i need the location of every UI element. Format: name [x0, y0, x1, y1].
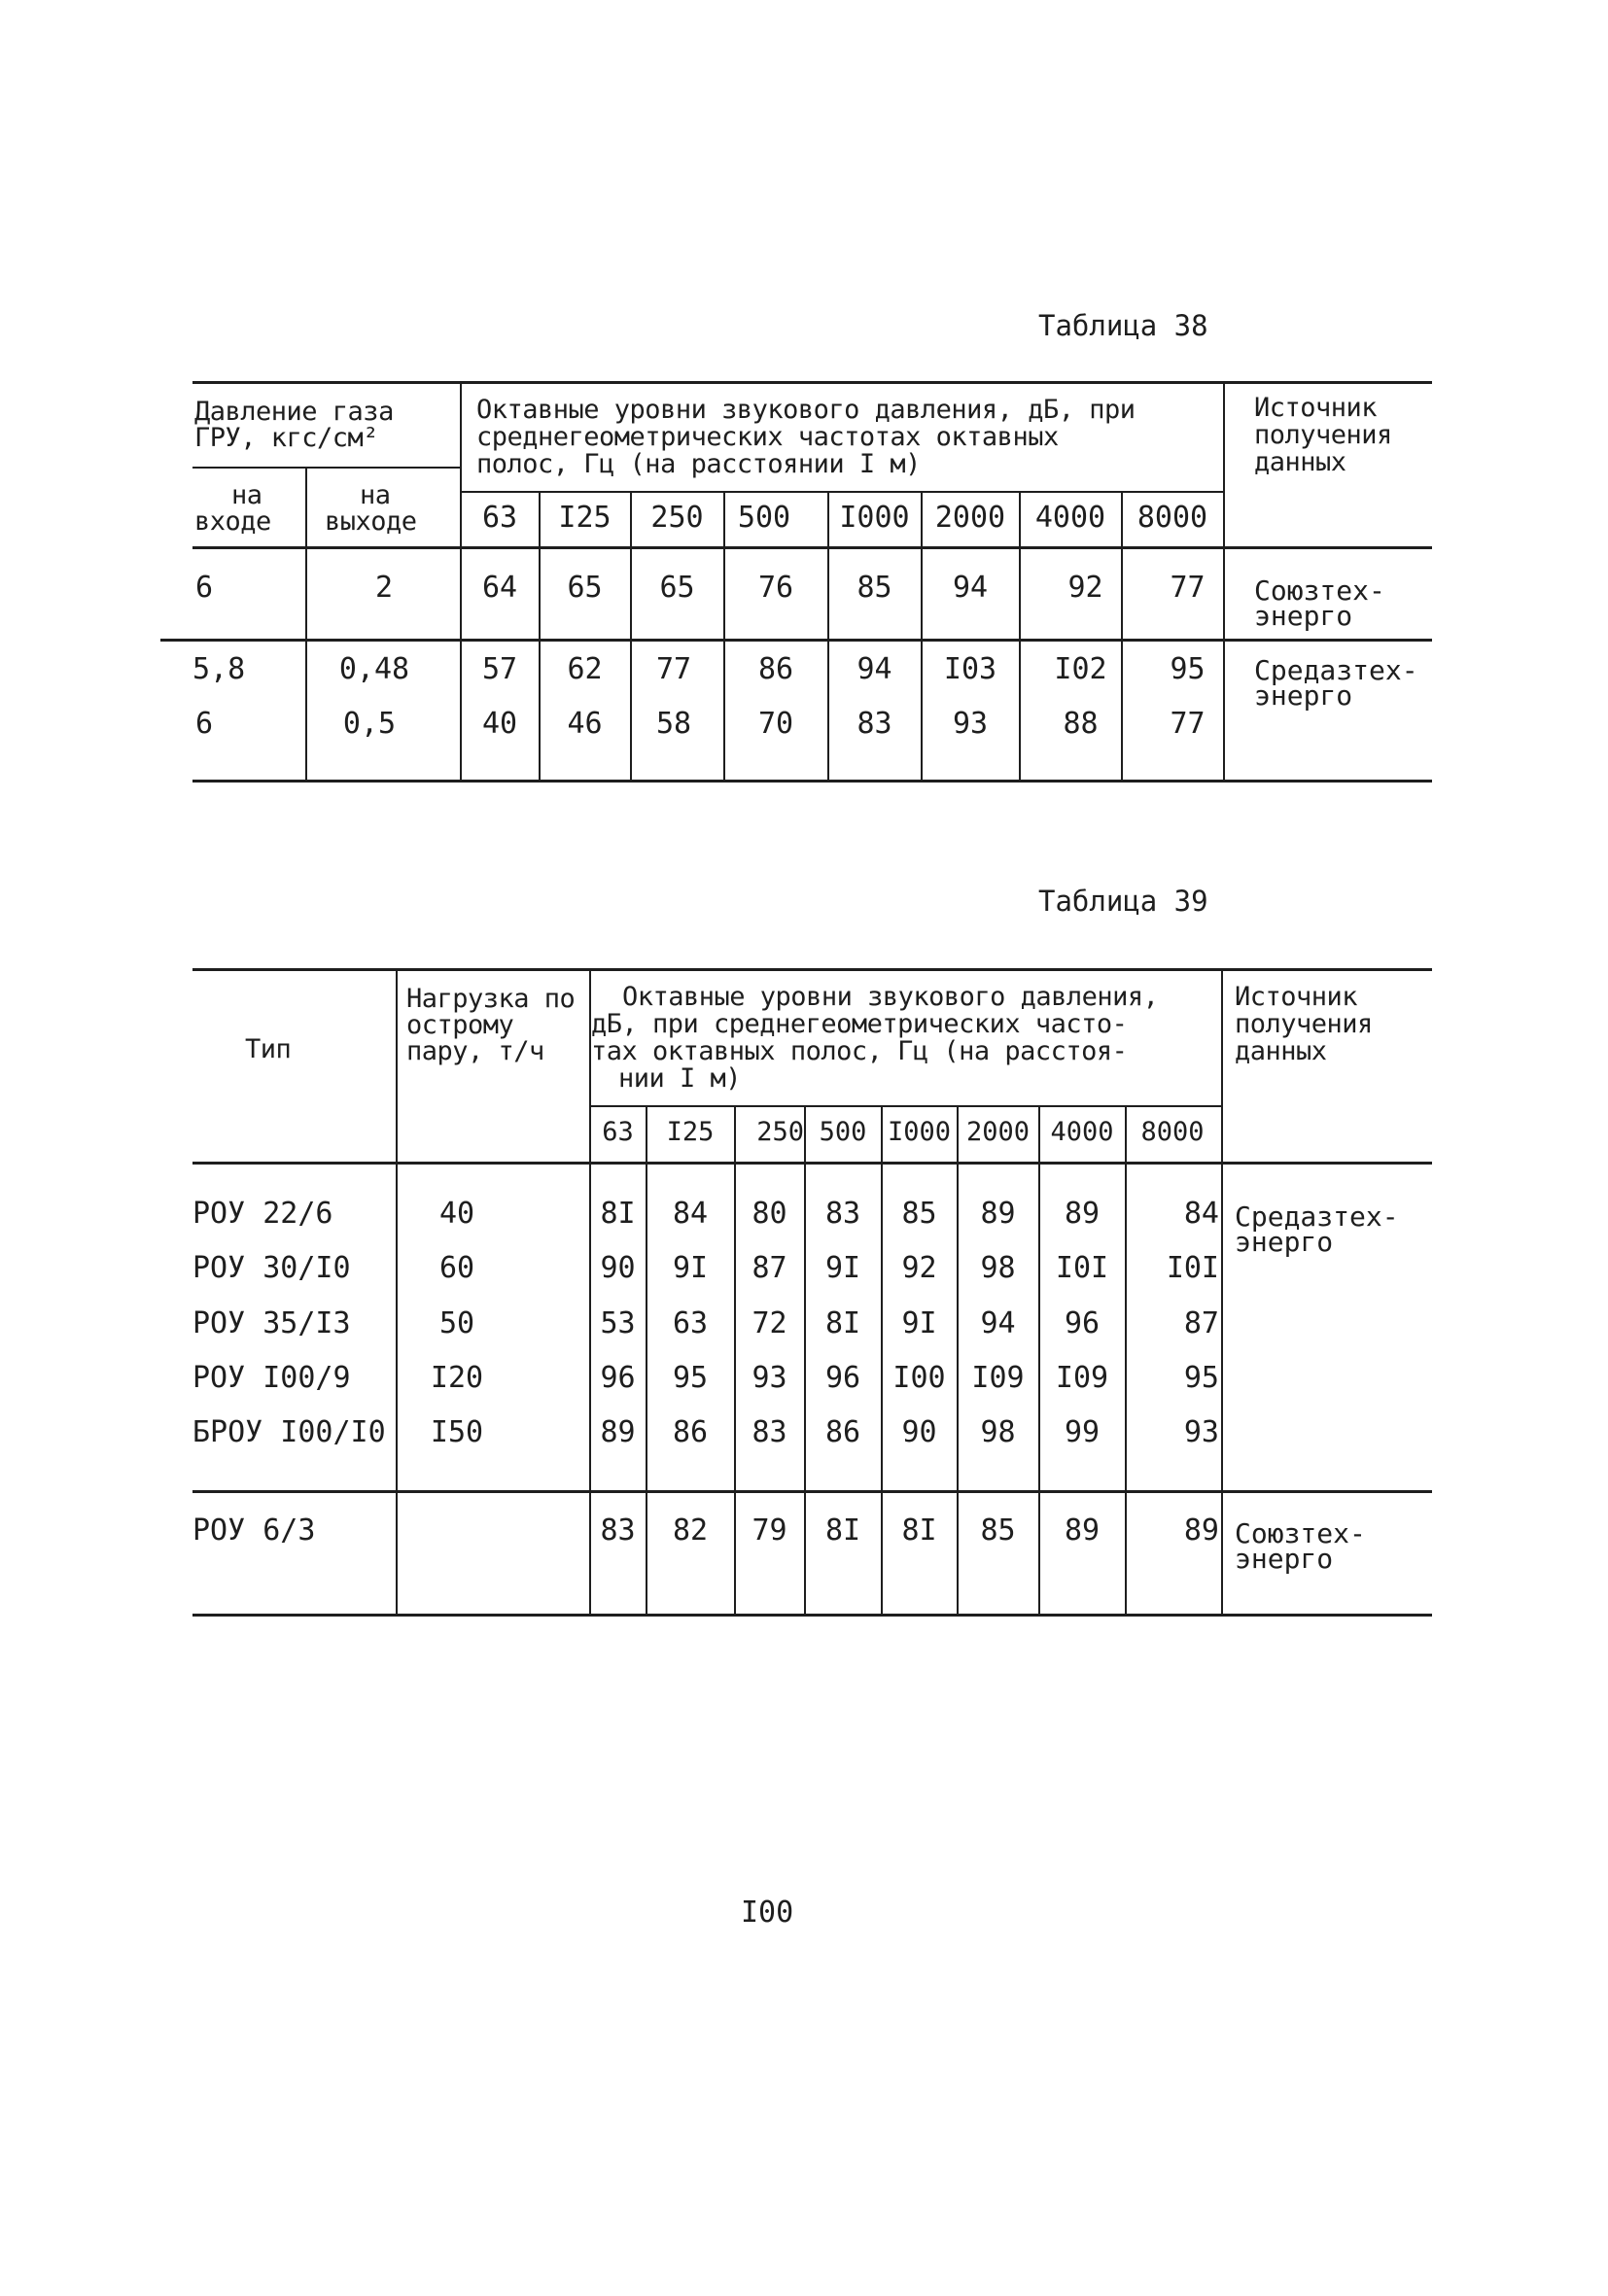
table-39-source-1-line2: энерго [1235, 1226, 1334, 1258]
table-38-row-3-level: 83 [856, 707, 892, 741]
table-39-source-2-line1: Союзтех- [1235, 1517, 1366, 1549]
header-load-line1: Нагрузка по [406, 984, 576, 1014]
table-38-row-1-level: 76 [757, 571, 794, 605]
table-39-row-5-level: 98 [980, 1415, 1016, 1449]
table-39-row-1-load: 40 [438, 1197, 475, 1231]
table-38-row-2-level: 94 [856, 652, 892, 686]
table-39-row-2-level: 9I [672, 1251, 709, 1285]
freq-header: I25 [558, 501, 612, 535]
table-39-row-3-level: 94 [980, 1306, 1016, 1340]
table-39-row-5-level: 90 [901, 1415, 937, 1449]
table-39-source-2-line2: энерго [1235, 1543, 1334, 1575]
table-39-row-5-level: 86 [672, 1415, 709, 1449]
table-38-row-3-level: 93 [952, 707, 989, 741]
table-39-row-1-level: 84 [672, 1197, 709, 1231]
header-levels-line3: полос, Гц (на расстоянии I м) [476, 449, 921, 479]
table-39-row-5-type: БРОУ I00/I0 [192, 1415, 386, 1449]
table-39-row-3-level: 87 [1183, 1306, 1219, 1340]
freq-header: 63 [602, 1117, 634, 1147]
table-39-row-3-level: 8I [824, 1306, 861, 1340]
freq-header: 63 [481, 501, 518, 535]
freq-header: 250 [756, 1117, 804, 1147]
table-38-row-2-level: 57 [481, 652, 518, 686]
table-39-row-1-level: 8I [600, 1197, 636, 1231]
table-39-row-2-level: 87 [752, 1251, 787, 1285]
header-load-line2: острому [406, 1010, 514, 1040]
freq-header: 2000 [934, 501, 1006, 535]
table-39-row-5-level: 86 [824, 1415, 861, 1449]
table-39-row-2-type: РОУ 30/I0 [192, 1251, 351, 1285]
table-39-row-6-level: 85 [980, 1513, 1016, 1548]
freq-header: 500 [819, 1117, 867, 1147]
table-38-source-1-line2: энерго [1254, 600, 1353, 632]
table-38-source-2-line1: Средазтех- [1254, 654, 1418, 686]
table-38-row-2-level: I02 [1054, 652, 1107, 686]
header-levels-line2: дБ, при среднегеометрических часто- [591, 1009, 1128, 1039]
table-39-row-5-level: 89 [600, 1415, 636, 1449]
table-39-row-2-load: 60 [438, 1251, 475, 1285]
table-39-row-5-load: I50 [430, 1415, 484, 1449]
table-39-row-5-level: 93 [1183, 1415, 1219, 1449]
table-39-row-3-level: 9I [901, 1306, 937, 1340]
table-39-row-4-level: 93 [752, 1361, 787, 1395]
header-type: Тип [245, 1034, 292, 1064]
table-38-row-3-inlet: 6 [194, 707, 214, 741]
table-39-row-3-type: РОУ 35/I3 [192, 1306, 351, 1340]
table-39-row-4-level: 96 [824, 1361, 861, 1395]
table-39-row-6-level: 8I [824, 1513, 861, 1548]
table-38-row-2-inlet: 5,8 [192, 652, 246, 686]
table-39-source-1-line1: Средазтех- [1235, 1200, 1399, 1233]
table-38-row-1-level: 65 [659, 571, 695, 605]
table-39-row-1-level: 80 [752, 1197, 787, 1231]
header-source-line1: Источник [1254, 393, 1378, 423]
table-39-row-4-level: 95 [672, 1361, 709, 1395]
table-39-row-4-level: I09 [1055, 1361, 1109, 1395]
table-39-row-5-level: 83 [752, 1415, 787, 1449]
table-39-row-4-load: I20 [430, 1361, 484, 1395]
table-38-row-1-level: 77 [1170, 571, 1206, 605]
table-39-row-2-level: 92 [901, 1251, 937, 1285]
table-39-row-1-level: 89 [980, 1197, 1016, 1231]
table-38-row-2-level: 62 [567, 652, 603, 686]
table-39-row-2-level: I0I [1055, 1251, 1109, 1285]
table-39-row-4-type: РОУ I00/9 [192, 1361, 351, 1395]
header-inlet-line1: на [231, 480, 262, 510]
table-39-row-4-level: I09 [971, 1361, 1025, 1395]
table-38-row-1-level: 94 [952, 571, 989, 605]
table-39-row-3-level: 72 [752, 1306, 787, 1340]
header-source-line2: получения [1254, 420, 1392, 450]
table-38-row-3-level: 58 [655, 707, 692, 741]
table-38-row-3-level: 70 [757, 707, 794, 741]
table-39-row-4-level: 95 [1183, 1361, 1219, 1395]
table-38-row-1-outlet: 2 [374, 571, 394, 605]
table-39-row-5-level: 99 [1064, 1415, 1101, 1449]
header-levels-line3: тах октавных полос, Гц (на расстоя- [591, 1036, 1128, 1066]
header-pressure-line1: Давление газа [194, 397, 394, 427]
freq-header: 250 [650, 501, 704, 535]
table-39-row-6-level: 8I [901, 1513, 937, 1548]
header-source-line1: Источник [1235, 982, 1358, 1012]
table-39-row-6-type: РОУ 6/3 [192, 1513, 316, 1548]
table-38-row-1-level: 65 [567, 571, 603, 605]
table-38-source-1-line1: Союзтех- [1254, 574, 1385, 607]
table-39-row-3-level: 63 [672, 1306, 709, 1340]
table-38-row-2-outlet: 0,48 [338, 652, 410, 686]
table-38-caption: Таблица 38 [1038, 309, 1208, 342]
page-number: I00 [741, 1896, 794, 1930]
table-39-row-2-level: 98 [980, 1251, 1016, 1285]
table-39-row-2-level: I0I [1166, 1251, 1219, 1285]
table-39-row-1-level: 89 [1064, 1197, 1101, 1231]
table-39-row-3-level: 53 [600, 1306, 636, 1340]
table-38-row-1-level: 92 [1067, 571, 1103, 605]
table-38-row-3-level: 77 [1170, 707, 1206, 741]
table-39-row-3-level: 96 [1064, 1306, 1101, 1340]
header-load-line3: пару, т/ч [406, 1036, 544, 1066]
header-source-line3: данных [1254, 447, 1346, 477]
table-38-row-3-outlet: 0,5 [342, 707, 397, 741]
table-38-source-2-line2: энерго [1254, 679, 1353, 712]
freq-header: 500 [737, 501, 791, 535]
freq-header: I000 [839, 501, 910, 535]
freq-header: 4000 [1034, 501, 1106, 535]
table-39-row-2-level: 90 [600, 1251, 636, 1285]
table-39-row-4-level: 96 [600, 1361, 636, 1395]
table-39-row-1-type: РОУ 22/6 [192, 1197, 333, 1231]
freq-header: I000 [887, 1117, 952, 1147]
header-inlet-line2: входе [194, 506, 271, 537]
header-levels-line1: Октавные уровни звукового давления, дБ, при [476, 395, 1136, 425]
table-38-row-1-level: 64 [481, 571, 518, 605]
table-38-row-2-level: 86 [757, 652, 794, 686]
freq-header: 8000 [1136, 501, 1208, 535]
freq-header: 2000 [965, 1117, 1031, 1147]
table-39-row-6-level: 79 [752, 1513, 787, 1548]
table-39-row-6-level: 82 [672, 1513, 709, 1548]
table-38-row-3-level: 88 [1063, 707, 1099, 741]
table-38-row-2-level: 77 [655, 652, 692, 686]
table-39-row-4-level: I00 [892, 1361, 946, 1395]
header-source-line2: получения [1235, 1009, 1373, 1039]
table-38-row-3-level: 40 [481, 707, 518, 741]
table-39-caption: Таблица 39 [1038, 885, 1208, 918]
freq-header: I25 [666, 1117, 715, 1147]
table-39-row-1-level: 83 [824, 1197, 861, 1231]
table-38-row-2-level: 95 [1170, 652, 1206, 686]
table-39-row-1-level: 84 [1183, 1197, 1219, 1231]
header-source-line3: данных [1235, 1036, 1327, 1066]
table-39-row-2-level: 9I [824, 1251, 861, 1285]
table-39-row-3-load: 50 [438, 1306, 475, 1340]
table-39-row-6-level: 89 [1064, 1513, 1101, 1548]
table-38-row-3-level: 46 [567, 707, 603, 741]
table-39-row-6-level: 89 [1183, 1513, 1219, 1548]
table-39-row-6-level: 83 [600, 1513, 636, 1548]
table-38-row-1-inlet: 6 [194, 571, 214, 605]
table-38-row-1-level: 85 [856, 571, 892, 605]
table-38-row-2-level: I03 [943, 652, 997, 686]
header-levels-line4: нии I м) [618, 1063, 742, 1094]
header-pressure-line2: ГРУ, кгс/см² [194, 423, 379, 453]
freq-header: 8000 [1140, 1117, 1205, 1147]
header-outlet-line2: выходе [325, 506, 417, 537]
header-levels-line1: Октавные уровни звукового давления, [622, 982, 1159, 1012]
freq-header: 4000 [1050, 1117, 1114, 1147]
header-outlet-line1: на [360, 480, 391, 510]
header-levels-line2: среднегеометрических частотах октавных [476, 422, 1059, 452]
table-39-row-1-level: 85 [901, 1197, 937, 1231]
